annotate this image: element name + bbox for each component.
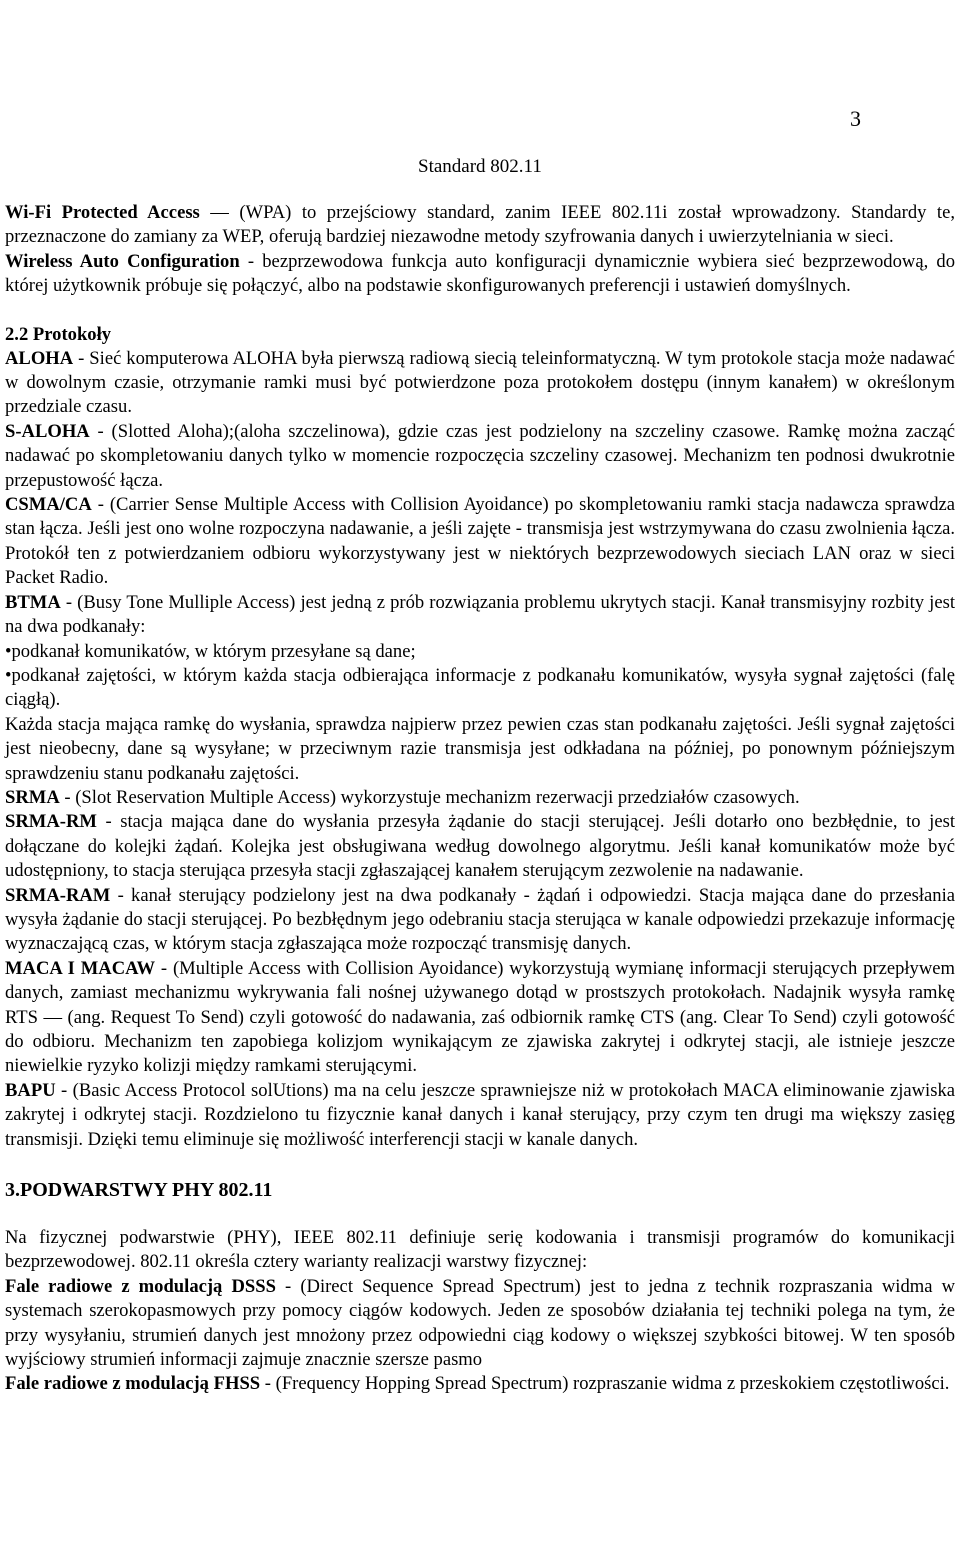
term-bapu: BAPU — [5, 1079, 56, 1101]
paragraph-bapu — [5, 1079, 955, 1152]
text-fhss: - (Frequency Hopping Spread Spectrum) rozpraszanie widma z przeskokiem częstotliwości. — [260, 1373, 950, 1395]
text-dsss: - (Direct Sequence Spread Spectrum) jest to jedna z technik rozpraszania widma w systemach szerokopasmowych przy pomocy ciągów kodowych. Jeden ze sposobów działania tej techniki polega na tym, że przy wysyłaniu, strumień danych jest mnożony przez odpowiedni ciąg kodowy o większej szybkości bitowej. W ten sposób wyjściowy strumień informacji zajmuje znacznie szersze pasmo — [5, 1275, 955, 1371]
paragraph-saloha — [5, 420, 955, 493]
paragraph-fhss — [5, 1372, 955, 1396]
text-maca: - (Multiple Access with Collision Ayoidance) wykorzystują wymianę informacji sterujących przepływem danych, zamiast mechanizmu wykrywania fali nośnej używanego dotąd w prostszych protokołach. Nadajnik wysyła ramkę RTS — (ang. Request To Send) czyli gotowość do nadawania, zaś odbiornik ramkę CTS (ang. Clear To Send) czyli gotowość do odbioru. Mechanizm ten zapobiega kolizjom wynikającym ze zjawiska zakrytej i odkrytej stacji, ale istnieje jeszcze niewielkie ryzyko kolizji między ramkami sterującymi. — [5, 957, 955, 1077]
paragraph-maca — [5, 957, 955, 1079]
text-btma: - (Busy Tone Mulliple Access) jest jedną z prób rozwiązania problemu ukrytych stacji. Kanał transmisyjny rozbity jest na dwa podkanały: — [5, 591, 955, 638]
term-saloha: S-ALOHA — [5, 420, 90, 442]
term-srma: SRMA — [5, 786, 60, 808]
term-srmarm: SRMA-RM — [5, 811, 97, 833]
document-body — [5, 201, 955, 1397]
text-aloha: - Sieć komputerowa ALOHA była pierwszą radiową siecią teleinformatyczną. W tym protokole stacja może nadawać w dowolnym czasie, otrzymanie ramki musi być potwierdzone poza protokołem dostępu (innym kanałem) w określonym przedziale czasu. — [5, 347, 955, 418]
term-wpa: Wi-Fi Protected Access — [5, 202, 200, 223]
text-srmarm: - stacja mająca dane do wysłania przesyła żądanie do stacji sterującej. Jeśli dotarło ono bezbłędnie, to jest dołączane do kolejki żądań. Kolejka jest obsługiwana według dowolnego algorytmu. Jeśli kanał komunikatów może być udostępniony, to stacja sterująca przesyła stacji zgłaszającej kanałem sterującym zezwolenie na nadawanie. — [5, 811, 955, 882]
paragraph-srmarm — [5, 810, 955, 883]
term-dsss: Fale radiowe z modulacją DSSS — [5, 1275, 276, 1297]
bullet-item: •podkanał komunikatów, w którym przesyłane są dane; — [5, 640, 416, 662]
term-aloha: ALOHA — [5, 347, 74, 369]
paragraph-dsss — [5, 1275, 955, 1373]
paragraph-btma — [5, 591, 955, 640]
paragraph-aloha — [5, 347, 955, 420]
term-srmaram: SRMA-RAM — [5, 884, 111, 906]
text-bapu: - (Basic Access Protocol solUtions) ma na celu jeszcze sprawniejsze niż w protokołach MACA eliminowanie zjawiska zakrytej i odkrytej stacji. Rozdzielono tu fizycznie kanał danych i kanał sterujący, przy czym ten drugi ma większy zasięg transmisji. Dzięki temu eliminuje się możliwość interferencji stacji w kanale danych. — [5, 1079, 955, 1150]
text-saloha: - (Slotted Aloha);(aloha szczelinowa), gdzie czas jest podzielony na szczeliny czasowe. Ramkę można zacząć nadawać po skompletowaniu danych tylko w momencie rozpoczęcia szczeliny czasowej. Mechanizm ten podnosi dwukrotnie przepustowość łącza. — [5, 420, 955, 491]
text-wac: - bezprzewodowa funkcja auto konfiguracji dynamicznie wybiera sieć bezprzewodową, do której użytkownik próbuje się połączyć, albo na podstawie skonfigurowanych preferencji i ustawień domyślnych. — [5, 250, 956, 297]
paragraph-srma — [5, 786, 955, 810]
text-srmaram: - kanał sterujący podzielony jest na dwa podkanały - żądań i odpowiedzi. Stacja mająca dane do przesłania wysyła żądanie do stacji sterującej. Po bezbłędnym jego odebraniu stacja sterująca w kanale odpowiedzi przekazuje informację wyznaczającą czas, w którym stacja zgłaszająca może rozpocząć transmisję danych. — [5, 884, 955, 955]
running-header: Standard 802.11 — [418, 156, 542, 177]
paragraph-srmaram — [5, 884, 955, 957]
term-wac: Wireless Auto Configuration — [5, 250, 240, 272]
bullet-item: •podkanał zajętości, w którym każda stacja odbierająca informacje z podkanału komunikatów, wysyła sygnał zajętości (falę ciągłą). — [5, 664, 955, 711]
paragraph-kazda: Każda stacja mająca ramkę do wysłania, sprawdza najpierw przez pewien czas stan podkanału zajętości. Jeśli sygnał zajętości jest nieobecny, dane są wysyłane; w przeciwnym razie transmisja jest odkładana na później, po ponownym późniejszym sprawdzeniu stanu podkanału zajętości. — [5, 713, 955, 784]
paragraph-wac — [5, 250, 955, 299]
heading-phy: 3.PODWARSTWY PHY 802.11 — [5, 1179, 273, 1202]
heading-protokoly: 2.2 Protokoły — [5, 323, 112, 345]
paragraph-csma — [5, 493, 955, 591]
text-wpa: — (WPA) to przejściowy standard, zanim IEEE 802.11i został wprowadzony. Standardy te, przeznaczone do zamiany za WEP, oferują bardziej niezawodne metody szyfrowania danych i uwierzytelniania w sieci. — [5, 202, 956, 248]
term-maca: MACA I MACAW — [5, 957, 156, 979]
text-csma: - (Carrier Sense Multiple Access with Collision Ayoidance) po skompletowaniu ramki stacja nadawcza sprawdza stan łącza. Jeśli jest ono wolne rozpoczyna nadawanie, a jeśli zajęte - transmisja jest wstrzymywana do czasu zwolnienia łącza. Protokół ten z potwierdzaniem odbioru wykorzystywany jest w niektórych bezprzewodowych sieciach LAN oraz w sieci Packet Radio. — [5, 494, 955, 589]
term-fhss: Fale radiowe z modulacją FHSS — [5, 1373, 261, 1395]
page-number: 3 — [850, 106, 861, 131]
term-csma: CSMA/CA — [5, 494, 92, 516]
paragraph-wpa — [5, 201, 955, 250]
paragraph-phy-intro: Na fizycznej podwarstwie (PHY), IEEE 802.11 definiuje serię kodowania i transmisji programów do komunikacji bezprzewodowej. 802.11 określa cztery warianty realizacji warstwy fizycznej: — [5, 1227, 955, 1273]
term-btma: BTMA — [5, 591, 61, 613]
text-srma: - (Slot Reservation Multiple Access) wykorzystuje mechanizm rezerwacji przedziałów czasowych. — [59, 786, 800, 808]
